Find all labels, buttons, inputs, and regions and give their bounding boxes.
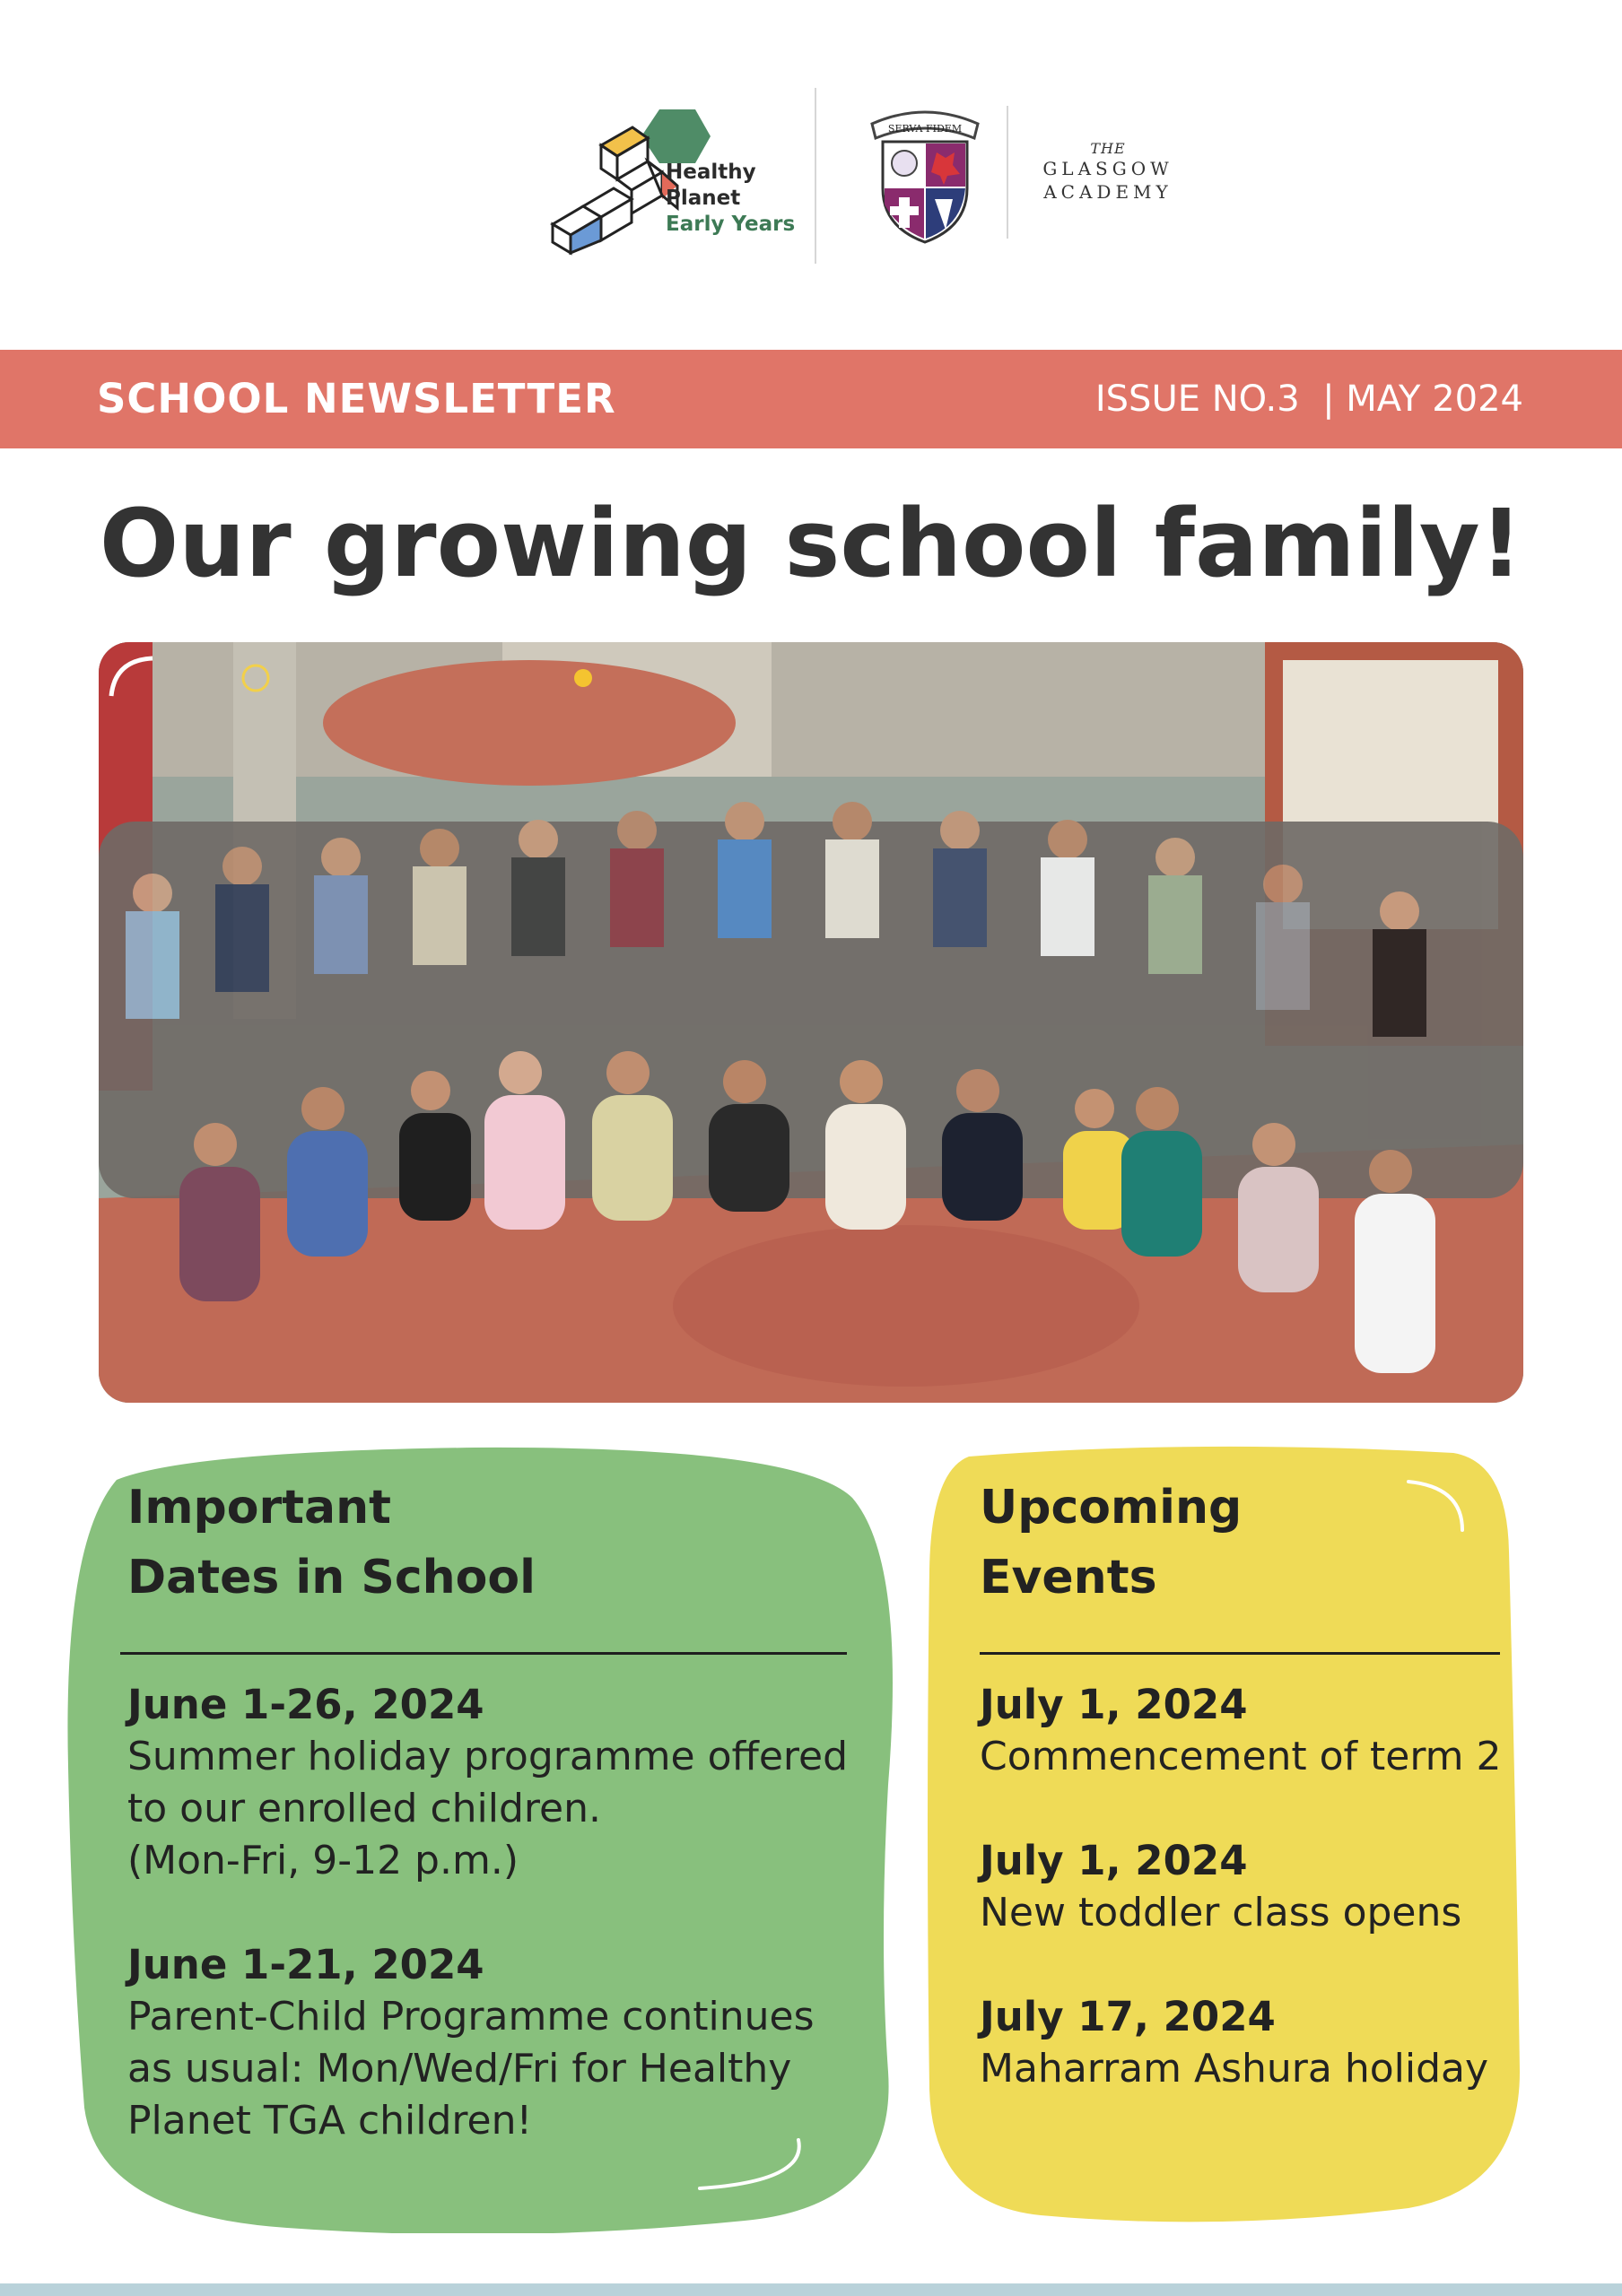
banner-issue: ISSUE NO.3 | MAY 2024 [1094, 378, 1523, 420]
tga-the: THE [1090, 140, 1126, 157]
upcoming-events-divider [980, 1652, 1500, 1655]
important-dates-card [63, 1444, 897, 2233]
important-dates-title-line1: Important [127, 1481, 391, 1535]
event-1-desc: Commencement of term 2 [980, 1734, 1502, 1779]
tga-line2: ACADEMY [1043, 181, 1173, 203]
event-1-date: July 1, 2024 [980, 1681, 1248, 1728]
important-date-2-date: June 1-21, 2024 [127, 1941, 484, 1988]
important-date-1-line3: (Mon-Fri, 9-12 p.m.) [127, 1838, 519, 1883]
hp-line3: Early Years [666, 213, 796, 236]
important-date-2-line3: Planet TGA children! [127, 2098, 533, 2144]
event-3-desc: Maharram Ashura holiday [980, 2046, 1489, 2092]
upcoming-event-item [980, 1679, 1502, 1783]
important-date-item [127, 1679, 848, 1887]
upcoming-event-item [980, 1835, 1461, 1939]
important-date-2-line1: Parent-Child Programme continues [127, 1994, 815, 2039]
important-date-2-line2: as usual: Mon/Wed/Fri for Healthy [127, 2046, 792, 2092]
logo-divider [815, 88, 816, 264]
event-2-date: July 1, 2024 [980, 1837, 1248, 1884]
group-photo [99, 642, 1523, 1403]
hp-line2: Planet [666, 187, 741, 210]
healthy-planet-wordmark [666, 160, 795, 238]
event-3-date: July 17, 2024 [980, 1993, 1276, 2040]
important-date-1-line1: Summer holiday programme offered [127, 1734, 849, 1779]
glasgow-academy-crest-icon [867, 106, 983, 245]
upcoming-events-card [924, 1444, 1522, 2224]
crest-motto: SERVA FIDEM [887, 123, 963, 135]
tga-line1: GLASGOW [1042, 158, 1173, 179]
event-2-desc: New toddler class opens [980, 1890, 1462, 1935]
page-title: Our growing school family! [99, 489, 1523, 598]
important-date-1-line2: to our enrolled children. [127, 1786, 601, 1831]
logo-divider-2 [1007, 106, 1008, 239]
glasgow-academy-wordmark [1023, 140, 1193, 204]
page-bottom-edge [0, 2283, 1622, 2296]
upcoming-events-title-line1: Upcoming [980, 1481, 1243, 1535]
banner-title: SCHOOL NEWSLETTER [97, 375, 616, 422]
upcoming-events-title-line2: Events [980, 1551, 1157, 1605]
important-dates-divider [120, 1652, 847, 1655]
newsletter-banner [0, 350, 1622, 448]
group-photo-illustration [99, 642, 1523, 1403]
important-dates-title-line2: Dates in School [127, 1551, 536, 1605]
important-date-1-date: June 1-26, 2024 [127, 1681, 484, 1728]
upcoming-event-item [980, 1991, 1488, 2095]
hp-line1: Healthy [666, 161, 756, 184]
important-date-item [127, 1939, 815, 2147]
